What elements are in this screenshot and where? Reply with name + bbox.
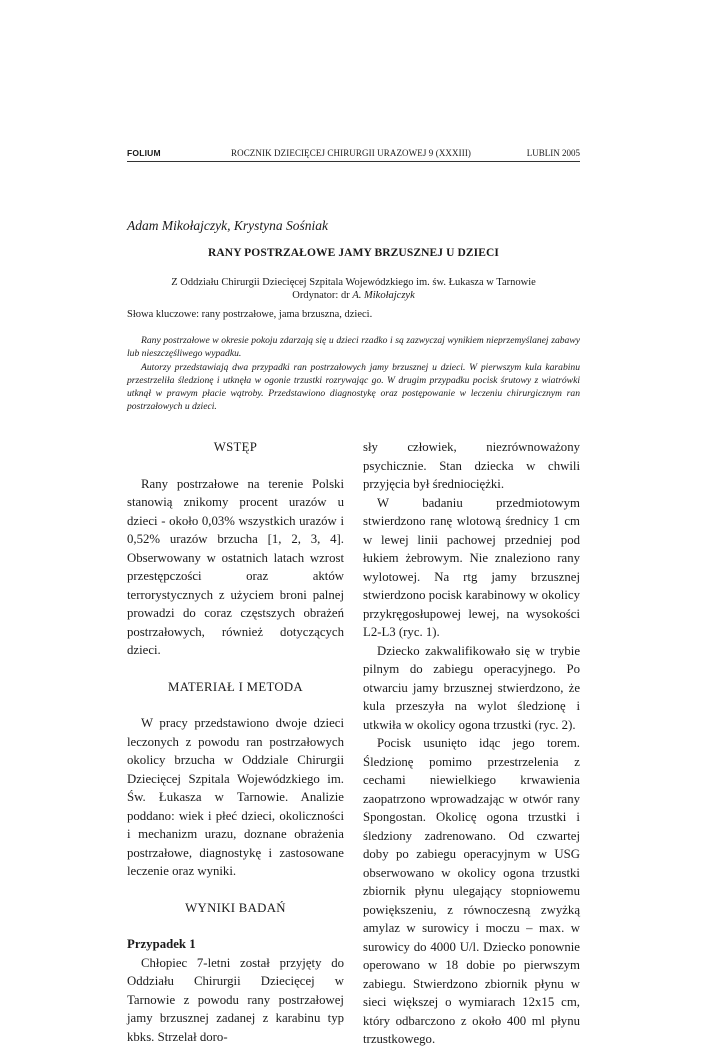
head-prefix: Ordynator: dr [292,290,353,301]
journal-title: ROCZNIK DZIECIĘCEJ CHIRURGII URAZOWEJ 9 (XXXIII) [231,148,472,158]
section-heading-intro: WSTĘP [213,440,258,454]
section-heading-method: MATERIAŁ I METODA [168,679,303,694]
method-paragraph: W pracy przedstawiono dwoje dzieci leczonych z powodu ran postrzałowych okolicy brzucha w Oddziale Chirurgii Dziecięcej Szpitala Wojewódzkiego im. Św. Łukasza w Tarnowie. Analizie poddano: wiek i płeć dzieci, okoliczności i mechanizm urazu, doznane obrażenia postrzałowe, diagnostykę i zastosowane leczenie oraz wyniki. [127,716,344,878]
journal-place-year: LUBLIN 2005 [526,148,580,158]
case-continuation-paragraph: sły człowiek, niezrównoważony psychicznie. Stan dziecka w chwili przyjęcia był średniociężki. [363,440,580,491]
affiliation-line: Z Oddziału Chirurgii Dziecięcej Szpitala Wojewódzkiego im. św. Łukasza w Tarnowie [171,277,536,288]
article-title: RANY POSTRZAŁOWE JAMY BRZUSZNEJ U DZIECI [207,247,499,259]
head-of-department [127,289,580,302]
case-heading: Przypadek 1 [127,937,196,951]
intro-paragraph: Rany postrzałowe na terenie Polski stanowią znikomy procent urazów u dzieci - około 0,03% wszystkich urazów i 0,52% urazów brzucha [1, 2, 3, 4]. Obserwowany w ostatnich latach wzrost przestępczości oraz aktów terrorystycznych z użyciem broni palnej prowadzi do coraz częstszych obrażeń postrzałowych, również dotyczących dzieci. [127,476,344,657]
followup-paragraph: Pocisk usunięto idąc jego torem. Śledzionę pomimo przestrzelenia z cechami niewielkiego krwawienia zaopatrzono wprowadzając w otwór rany Spongostan. Okolicę ogona trzustki i śledziony zadrenowano. Od czwartej doby po zabiegu operacyjnym w USG obserwowano w okolicy ogona trzustki zbiornik płynu ulegający stopniowemu powiększeniu, z równoczesną zwyżką amylaz w surowicy i moczu – max. w surowicy do 4000 U/l. Dziecko ponownie operowano w 18 dobie po pierwszym zabiegu. Stwierdzono zbiornik płynu w sieci większej o wymiarach 12x15 cm, który odbarczono z około 400 ml płynu trzustkowego. [363,736,580,1046]
head-name: A. Mikołajczyk [352,290,415,301]
affiliation [127,276,580,302]
case-paragraph: Chłopiec 7-letni został przyjęty do Oddziału Chirurgii Dziecięcej w Tarnowie z powodu rany postrzałowej jamy brzusznej zadanej z karabinu typ kbks. Strzelał doro- [127,955,344,1044]
section-heading-results: WYNIKI BADAŃ [185,900,286,915]
header-rule [127,161,580,162]
running-header [127,146,580,162]
abstract-paragraph: Rany postrzałowe w okresie pokoju zdarzają się u dzieci rzadko i są zazwyczaj wynikiem nieprzemyślanej zabawy lub nieszczęśliwego wypadku. [127,335,580,360]
authors: Adam Mikołajczyk, Krystyna Sośniak [127,218,328,233]
abstract-paragraph: Autorzy przedstawiają dwa przypadki ran postrzałowych jamy brzusznej u dzieci. W pierwszym kula karabinu przestrzeliła śledzionę i utknęła w ogonie trzustki rozrywając go. W drugim przypadku pocisk śrutowy z wiatrówki utknął w prawym płacie wątroby. Przedstawiono diagnostykę oraz postępowanie w leczeniu chirurgicznym ran postrzałowych u dzieci. [127,361,580,413]
right-column [363,438,580,1049]
surgery-paragraph: Dziecko zakwalifikowało się w trybie pilnym do zabiegu operacyjnego. Po otwarciu jamy brzusznej stwierdzono, że kula przeszyła na wylot śledzionę i utkwiła w okolicy ogona trzustki (ryc. 2). [363,643,580,732]
folium-label: FOLIUM [127,148,161,158]
keywords: Słowa kluczowe: rany postrzałowe, jama brzuszna, dzieci. [127,309,373,320]
left-column [127,438,344,1046]
exam-paragraph: W badaniu przedmiotowym stwierdzono ranę wlotową średnicy 1 cm w lewej linii pachowej przedniej pod łukiem żebrowym. Nie znaleziono rany wylotowej. Na rtg jamy brzusznej stwierdzono pocisk karabinowy w okolicy przykręgosłupowej lewej, na wysokości L2-L3 (ryc. 1). [363,495,580,639]
abstract [127,334,580,414]
